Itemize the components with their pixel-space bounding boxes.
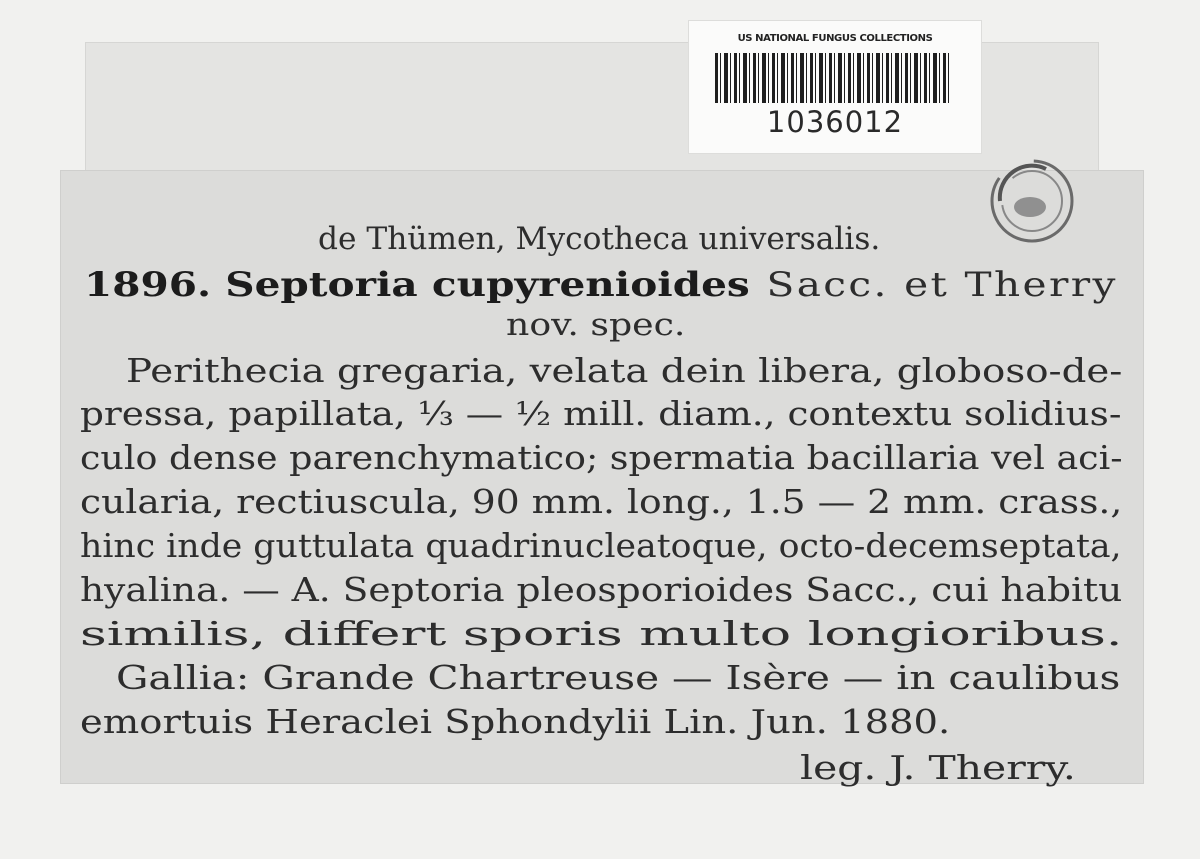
barcode-label <box>688 20 982 154</box>
species-number-and-name: 1896. Septoria cupyrenioides <box>84 265 750 305</box>
exsiccata-series-title: de Thümen, Mycotheca universalis. <box>318 221 881 257</box>
description-line-1: Perithecia gregaria, velata dein libera, globoso-de- <box>126 351 1123 390</box>
description-line-2: pressa, papillata, ⅓ — ½ mill. diam., contextu solidius- <box>80 394 1122 433</box>
description-line-7: similis, differt sporis multo longioribus. <box>80 614 1123 653</box>
description-line-6: hyalina. — A. Septoria pleosporioides Sacc., cui habitu <box>80 570 1123 609</box>
barcode-bars <box>715 53 951 103</box>
species-authors: Sacc. et Therry <box>766 265 1118 305</box>
locality-line-2: emortuis Heraclei Sphondylii Lin. Jun. 1880. <box>80 702 951 741</box>
description-line-3: culo dense parenchymatico; spermatia bacillaria vel aci- <box>80 438 1123 477</box>
species-heading <box>84 265 1118 305</box>
collection-name: US NATIONAL FUNGUS COLLECTIONS <box>737 33 933 44</box>
locality-line-1: Gallia: Grande Chartreuse — Isère — in caulibus <box>116 658 1121 697</box>
accession-number: 1036012 <box>766 105 904 139</box>
collector-line: leg. J. Therry. <box>800 748 1076 787</box>
description-line-5: hinc inde guttulata quadrinucleatoque, octo-decemseptata, <box>80 526 1122 565</box>
herbarium-stamp <box>986 155 1078 247</box>
description-line-4: cularia, rectiuscula, 90 mm. long., 1.5 — 2 mm. crass., <box>80 482 1123 521</box>
taxonomic-status: nov. spec. <box>506 307 686 343</box>
